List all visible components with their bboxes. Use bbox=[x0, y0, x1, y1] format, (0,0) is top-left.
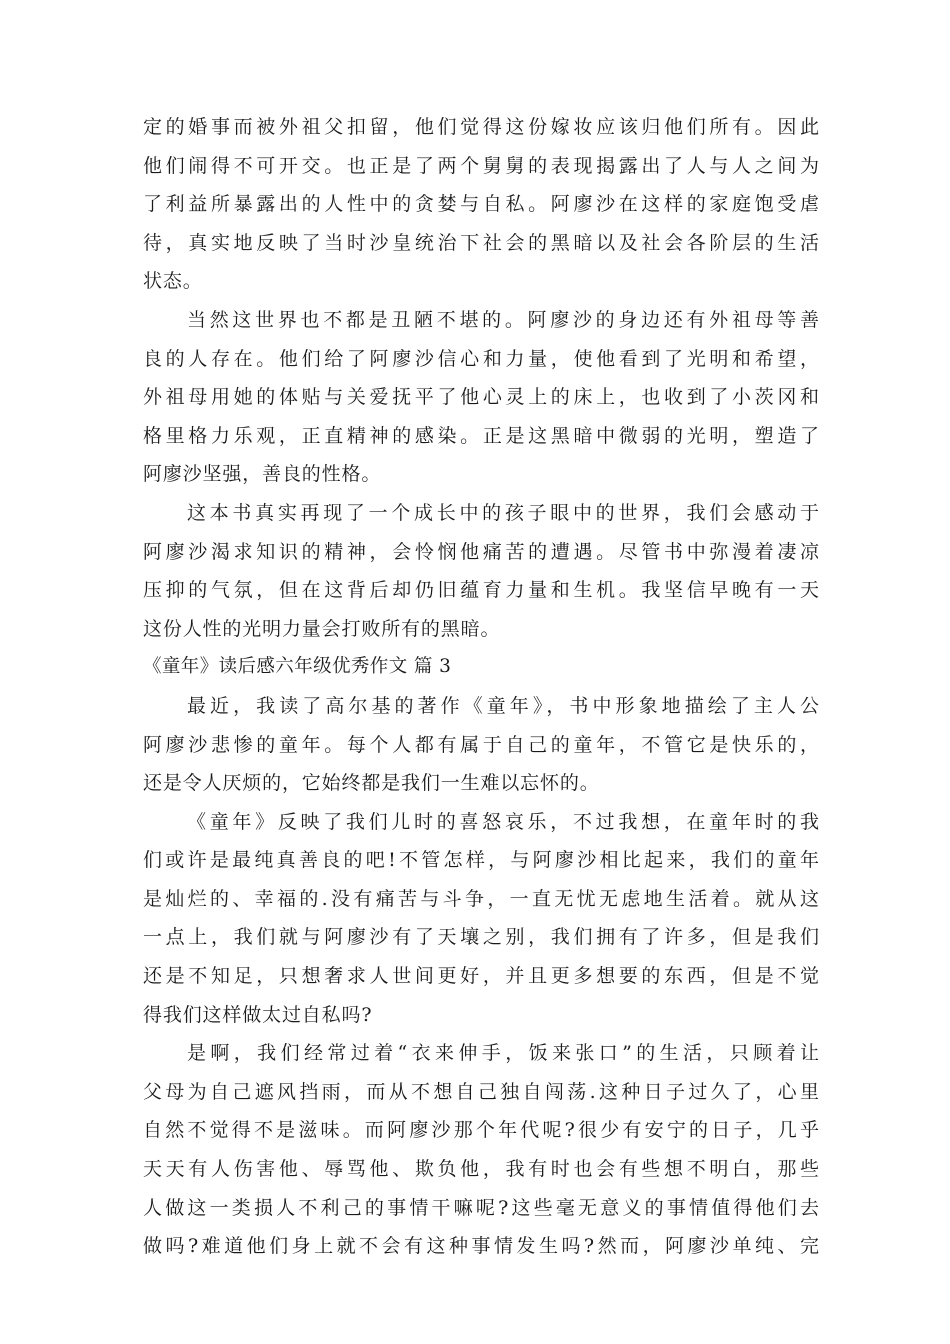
text-line: 定的婚事而被外祖父扣留，他们觉得这份嫁妆应该归他们所有。因此 bbox=[143, 116, 819, 138]
text-line: 天天有人伤害他、辱骂他、欺负他，我有时也会有些想不明白，那些 bbox=[143, 1158, 819, 1181]
text-line: 父母为自己遮风挡雨，而从不想自己独自闯荡.这种日子过久了，心里 bbox=[143, 1080, 819, 1103]
text-line: 一点上，我们就与阿廖沙有了天壤之别，我们拥有了许多，但是我们 bbox=[143, 926, 819, 949]
text-line: 做吗?难道他们身上就不会有这种事情发生吗?然而，阿廖沙单纯、完 bbox=[143, 1235, 819, 1258]
text-line: 阿廖沙渴求知识的精神，会怜悯他痛苦的遭遇。尽管书中弥漫着凄凉 bbox=[143, 540, 819, 563]
text-line: 良的人存在。他们给了阿廖沙信心和力量，使他看到了光明和希望， bbox=[143, 347, 819, 370]
text-line: 阿廖沙坚强，善良的性格。 bbox=[143, 463, 382, 486]
text-line: 这份人性的光明力量会打败所有的黑暗。 bbox=[143, 617, 501, 640]
text-line: 自然不觉得不是滋味。而阿廖沙那个年代呢?很少有安宁的日子，几乎 bbox=[143, 1119, 819, 1142]
text-line: 《童年》反映了我们儿时的喜怒哀乐，不过我想，在童年时的我 bbox=[187, 810, 819, 833]
text-line: 还是不知足，只想奢求人世间更好，并且更多想要的东西，但是不觉 bbox=[143, 965, 819, 988]
document-page bbox=[143, 108, 819, 1266]
section-heading: 《童年》读后感六年级优秀作文 篇 3 bbox=[143, 656, 452, 678]
text-line: 待，真实地反映了当时沙皇统治下社会的黑暗以及社会各阶层的生活 bbox=[143, 231, 819, 254]
text-line: 压抑的气氛，但在这背后却仍旧蕴育力量和生机。我坚信早晚有一天 bbox=[143, 579, 819, 602]
text-line: 了利益所暴露出的人性中的贪婪与自私。阿廖沙在这样的家庭饱受虐 bbox=[143, 193, 819, 216]
text-line: 阿廖沙悲惨的童年。每个人都有属于自己的童年，不管它是快乐的， bbox=[143, 733, 819, 756]
text-line: 这本书真实再现了一个成长中的孩子眼中的世界，我们会感动于 bbox=[187, 501, 819, 524]
text-line: 他们闹得不可开交。也正是了两个舅舅的表现揭露出了人与人之间为 bbox=[143, 154, 819, 177]
text-line: 是灿烂的、幸福的.没有痛苦与斗争，一直无忧无虑地生活着。就从这 bbox=[143, 887, 819, 910]
text-line: 状态。 bbox=[143, 270, 203, 293]
text-line: 得我们这样做太过自私吗? bbox=[143, 1003, 373, 1026]
text-line: 当然这世界也不都是丑陋不堪的。阿廖沙的身边还有外祖母等善 bbox=[187, 308, 819, 331]
text-line: 最近，我读了高尔基的著作《童年》，书中形象地描绘了主人公 bbox=[187, 694, 819, 717]
text-line: 外祖母用她的体贴与关爱抚平了他心灵上的床上，也收到了小茨冈和 bbox=[143, 386, 819, 409]
text-line: 们或许是最纯真善良的吧!不管怎样，与阿廖沙相比起来，我们的童年 bbox=[143, 849, 819, 872]
text-line: 是啊，我们经常过着“衣来伸手，饭来张口”的生活，只顾着让 bbox=[187, 1042, 819, 1065]
text-line: 格里格力乐观，正直精神的感染。正是这黑暗中微弱的光明，塑造了 bbox=[143, 424, 819, 447]
text-line: 人做这一类损人不利己的事情干嘛呢?这些毫无意义的事情值得他们去 bbox=[143, 1196, 819, 1219]
text-line: 还是令人厌烦的，它始终都是我们一生难以忘怀的。 bbox=[143, 772, 600, 795]
